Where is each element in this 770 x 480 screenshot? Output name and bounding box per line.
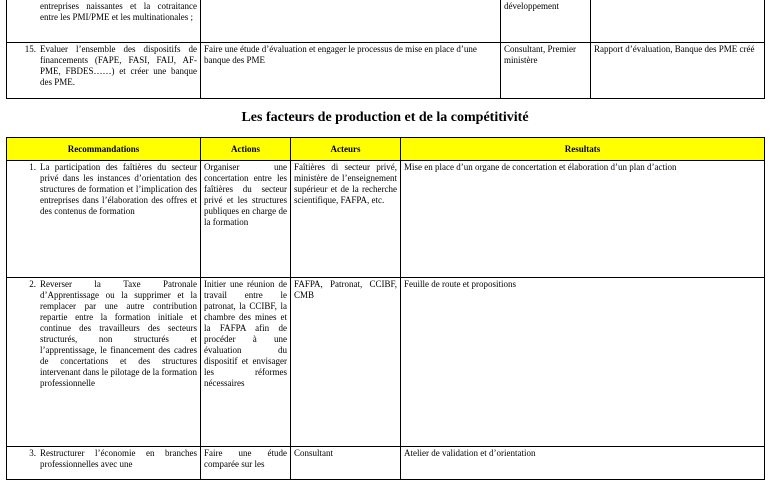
- action-cell: Initier une réunion de travail entre le patronat, la CCIBF, la chambre des mines et la FAFPA afin de procéder à une évaluation du dispositif et envisager les réformes nécessaires: [201, 278, 291, 447]
- actors-cell: Consultant, Premier ministère: [501, 43, 591, 99]
- action-cell: Faire une étude d’évaluation et engager le processus de mise en place d’une banque des PME: [201, 43, 501, 99]
- previous-recommendations-table: [6, 0, 765, 99]
- action-cell: Faire une étude comparée sur les: [201, 447, 291, 480]
- header-results: Resultats: [401, 138, 765, 161]
- results-cell: [591, 0, 765, 43]
- actors-cell: Faîtières di secteur privé, ministère de l’enseignement supérieur et de la recherche scientifique, FAFPA, etc.: [291, 161, 401, 278]
- header-actions: Actions: [201, 138, 291, 161]
- table-row: [7, 278, 765, 447]
- table-row: [7, 0, 765, 43]
- recommendation-cell: 1. La participation des faîtières du secteur privé dans les instances d’orientation des structures de formation et l’implication des entreprises dans l’élaboration des offres et des contenus de formation: [7, 161, 201, 278]
- header-recommendations: Recommandations: [7, 138, 201, 161]
- table-header-row: [7, 138, 765, 161]
- header-actors: Acteurs: [291, 138, 401, 161]
- recommendation-cell: 15. Evaluer l’ensemble des dispositifs de financements (FAPE, FASI, FAIJ, AF-PME, FBDES……) et créer une banque des PME.: [7, 43, 201, 99]
- results-cell: Rapport d’évaluation, Banque des PME créé: [591, 43, 765, 99]
- results-cell: Atelier de validation et d’orientation: [401, 447, 765, 480]
- table-row: [7, 447, 765, 480]
- row-number: 1.: [29, 162, 36, 172]
- results-cell: Mise en place d’un organe de concertation et élaboration d’un plan d’action: [401, 161, 765, 278]
- actors-cell: FAFPA, Patronat, CCIBF, CMB: [291, 278, 401, 447]
- row-number: 3.: [29, 448, 36, 458]
- action-cell: Organiser une concertation entre les faîtières du secteur privé et les structures publiques en charge de la formation: [201, 161, 291, 278]
- row-number: 15.: [24, 44, 36, 54]
- competitiveness-table: [6, 137, 765, 480]
- action-cell: [201, 0, 501, 43]
- table-row: [7, 43, 765, 99]
- table-row: [7, 161, 765, 278]
- results-cell: Feuille de route et propositions: [401, 278, 765, 447]
- recommendation-cell: 3. Restructurer l’économie en branches professionnelles avec une: [7, 447, 201, 480]
- recommendation-cell: 2. Reverser la Taxe Patronale d’Apprentissage ou la supprimer et la remplacer par une autre contribution repartie entre la formation initiale et continue des travailleurs des secteurs structurés, non structurés et l’apprentissage, le financement des cadres de concertations et des structures intervenant dans le pilotage de la formation professionnelle: [7, 278, 201, 447]
- recommendation-cell: entreprises naissantes et la cotraitance entre les PMI/PME et les multinationales ;: [7, 0, 201, 43]
- actors-cell: développement: [501, 0, 591, 43]
- row-number: 2.: [29, 279, 36, 289]
- section-title: Les facteurs de production et de la compétitivité: [241, 110, 529, 125]
- actors-cell: Consultant: [291, 447, 401, 480]
